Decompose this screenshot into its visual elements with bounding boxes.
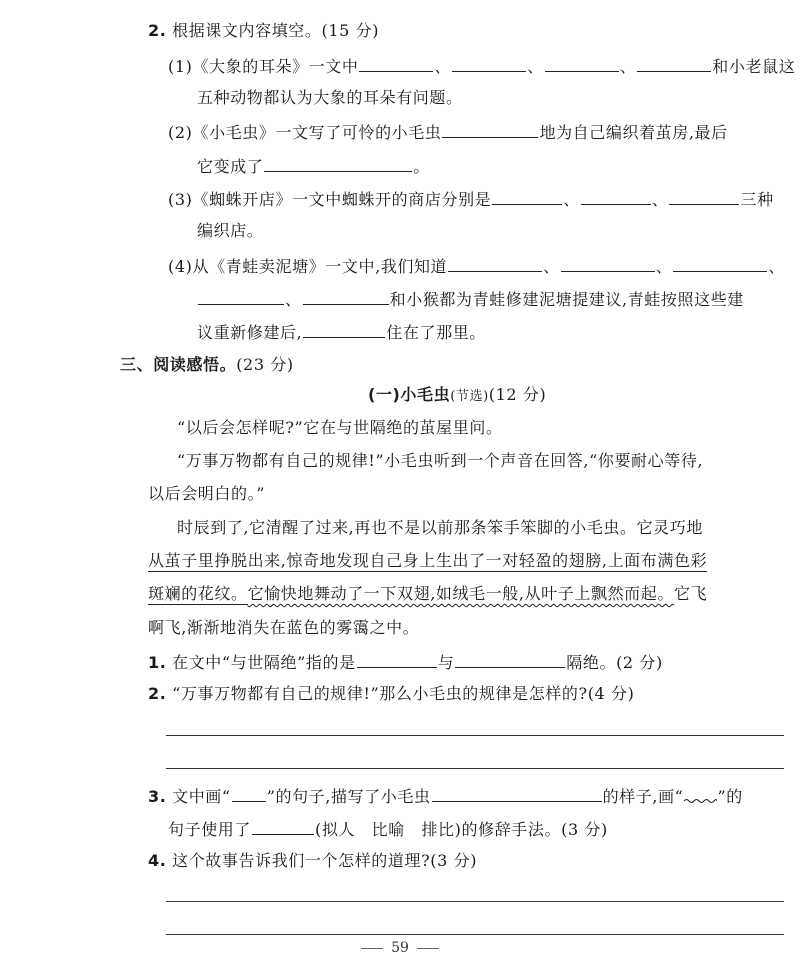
question-1-text: 在文中“与世隔绝”指的是 [172,653,356,672]
straight-underline-sample [232,784,266,802]
answer-blank[interactable] [432,784,602,802]
q2-item-2-text: (2)《小毛虫》一文写了可怜的小毛虫 [168,123,442,142]
separator: 、 [651,190,669,209]
question-3-text: 文中画“ [172,787,231,806]
q2-item-4-text: (4)从《青蛙卖泥塘》一文中,我们知道 [168,257,448,276]
page-number: 59 [391,940,409,956]
q2-item-4-line-2 [197,287,744,311]
q2-item-1-line-2: 五种动物都认为大象的耳朵有问题。 [197,88,463,107]
passage-score: (12 分) [488,385,547,404]
q2-item-2-text-d: 。 [413,157,431,176]
underlined-sentence: 从茧子里挣脱出来,惊奇地发现自己身上生出了一对轻盈的翅膀,上面布满色彩 [148,551,708,570]
question-3-text-f: (拟人 比喻 排比)的修辞手法。 [315,820,562,839]
passage-title-line [368,384,546,408]
passage-paragraph-3-line-2 [148,550,707,572]
answer-blank[interactable] [198,287,284,305]
answer-blank[interactable] [637,54,711,72]
passage-text: 时辰到了,它清醒了过来,再也不是以前那条笨手笨脚的小毛虫。 [177,518,637,537]
question-3-text-b: ”的句子,描写了小毛虫 [266,787,431,806]
question-1-number: 1. [148,653,167,672]
separator: 、 [563,190,580,209]
answer-blank[interactable] [581,187,651,205]
wavy-underlined-sentence: 它愉快地舞动了一下双翅,如绒毛一般,从叶子上飘然而起。 [247,584,674,603]
answer-blank[interactable] [442,120,538,138]
footer-dash [417,948,439,949]
passage-text: 它飞 [673,584,708,603]
question-3-line-2 [168,817,608,841]
separator: 、 [527,57,544,76]
q2-item-2-line-2 [197,154,430,178]
question-2-number: 2. [148,684,167,703]
answer-blank[interactable] [561,254,655,272]
answer-blank[interactable] [303,320,385,338]
section-3-title: 三、阅读感悟。 [120,355,237,374]
answer-blank[interactable] [359,54,433,72]
separator: 、 [285,290,302,309]
passage-paragraph-1: “以后会怎样呢?”它在与世隔绝的茧屋里问。 [177,418,503,437]
answer-blank[interactable] [264,154,412,172]
answer-blank[interactable] [545,54,619,72]
answer-blank[interactable] [492,187,562,205]
question-2-score: (4 分) [587,684,635,703]
q2-item-1-line-1 [168,54,795,78]
passage-subtitle: (节选) [450,389,489,404]
answer-line[interactable] [166,901,784,902]
question-1 [148,650,663,674]
q2-item-3-text-b: 三种 [740,190,774,209]
question-3-text-d: ”的 [717,787,743,806]
answer-line[interactable] [166,934,784,935]
q2-item-2-text-b: 地为自己编织着茧房,最后 [539,123,728,142]
passage-paragraph-3-line-1 [177,517,703,539]
q2-header [148,20,379,42]
passage-paragraph-2-line-2: 以后会明白的。” [148,484,265,503]
separator: 、 [619,57,637,76]
section-3-score: (23 分) [236,355,294,374]
answer-blank[interactable] [252,817,314,835]
passage-paragraph-2-line-1: “万事万物都有自己的规律!”小毛虫听到一个声音在回答,“你要耐心等待, [177,451,704,470]
answer-line[interactable] [166,768,784,769]
q2-item-1-text-b: 和小老鼠这 [712,57,796,76]
q2-item-3-line-2: 编织店。 [197,221,264,240]
underlined-sentence: 斑斓的花纹。 [148,584,248,603]
q2-item-4-text-d: 住在了那里。 [386,323,486,342]
passage-text: 它灵巧地 [636,518,703,537]
separator: 、 [434,57,452,76]
answer-blank[interactable] [303,287,389,305]
q2-item-3-text: (3)《蜘蛛开店》一文中蜘蛛开的商店分别是 [168,190,492,209]
q2-number: 2. [148,21,167,40]
section-3-header [120,354,294,376]
answer-blank[interactable] [452,54,526,72]
question-3-number: 3. [148,787,167,806]
question-4-score: (3 分) [430,851,478,870]
question-4-number: 4. [148,851,167,870]
separator: 、 [768,257,785,276]
question-2 [148,683,634,705]
wavy-underline-sample [683,788,717,802]
answer-blank[interactable] [448,254,542,272]
passage-paragraph-3-line-4: 啊飞,渐渐地消失在蓝色的雾霭之中。 [148,618,420,637]
q2-item-1-text: (1)《大象的耳朵》一文中 [168,57,359,76]
passage-title: (一)小毛虫 [368,385,451,404]
footer-dash [361,948,383,949]
q2-item-2-text-c: 它变成了 [197,157,264,176]
q2-item-2-line-1 [168,120,728,144]
separator: 、 [655,257,673,276]
q2-item-4-line-3 [197,320,486,344]
question-1-score: (2 分) [616,653,663,672]
question-3-line-1 [148,784,743,808]
question-3-text-e: 句子使用了 [168,820,252,839]
question-1-text-c: 隔绝。 [566,653,617,672]
answer-blank[interactable] [673,254,767,272]
answer-blank[interactable] [669,187,739,205]
separator: 、 [543,257,560,276]
q2-item-4-line-1 [168,254,785,278]
question-3-score: (3 分) [561,820,608,839]
question-1-text-b: 与 [437,653,455,672]
page-footer [0,940,800,956]
q2-title: 根据课文内容填空。 [172,21,322,40]
answer-blank[interactable] [357,650,437,668]
question-4 [148,850,477,872]
answer-line[interactable] [166,735,784,736]
question-2-text: “万事万物都有自己的规律!”那么小毛虫的规律是怎样的? [172,684,588,703]
q2-score: (15 分) [321,21,380,40]
passage-paragraph-3-line-3 [148,583,707,605]
question-3-text-c: 的样子,画“ [602,787,684,806]
answer-blank[interactable] [455,650,565,668]
q2-item-3-line-1 [168,187,774,211]
q2-item-4-text-b: 和小猴都为青蛙修建泥塘提建议,青蛙按照这些建 [389,290,744,309]
q2-item-4-text-c: 议重新修建后, [197,323,303,342]
question-4-text: 这个故事告诉我们一个怎样的道理? [172,851,431,870]
